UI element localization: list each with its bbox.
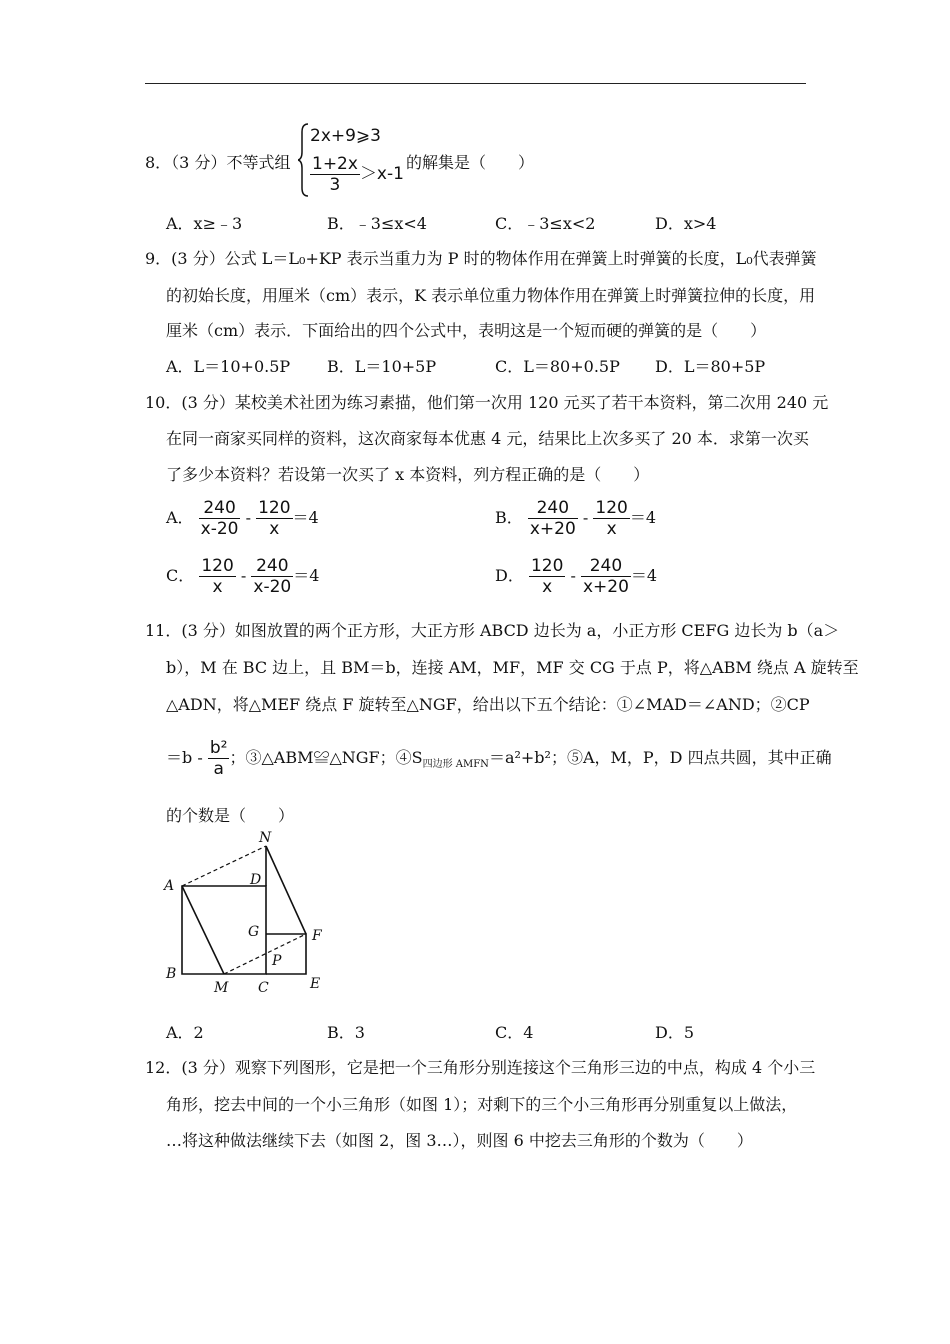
q8-ineq2-fraction: [310, 154, 360, 195]
label-g: G: [248, 924, 260, 940]
q10-line3: 了多少本资料？若设第一次买了 x 本资料，列方程正确的是（ ）: [166, 465, 650, 484]
q10-option-c: [166, 556, 319, 597]
label-p: P: [272, 953, 282, 969]
rhs: ＝4: [630, 566, 658, 585]
frac-num: b²: [209, 738, 228, 758]
q12-line2: 角形，挖去中间的一个小三角形（如图 1）；对剩下的三个小三角形再分别重复以上做法，: [166, 1095, 798, 1114]
q9-option-d: D．L＝80+5P: [655, 357, 766, 376]
label-f: F: [312, 928, 322, 944]
q8-inequality-system: [298, 122, 404, 198]
q11-geometry-figure: [160, 828, 340, 998]
q10-a-frac1: [199, 498, 241, 539]
q9-line3: 厘米（cm）表示．下面给出的四个公式中，表明这是一个短而硬的弹簧的是（ ）: [166, 321, 767, 340]
header-rule: [145, 83, 806, 84]
q11-option-d: D．5: [655, 1023, 695, 1042]
q10-line1: 10．(3 分）某校美术社团为练习素描，他们第一次用 120 元买了若干本资料，第二次用 240 元: [145, 393, 829, 412]
q12-line3: …将这种做法继续下去（如图 2，图 3…），则图 6 中挖去三角形的个数为（ ）: [166, 1131, 753, 1150]
frac-num: 240: [528, 498, 578, 519]
label-a: A: [164, 878, 175, 894]
frac-den: x: [606, 519, 617, 539]
q9-line2: 的初始长度，用厘米（cm）表示，K 表示单位重力物体作用在弹簧上时弹簧拉伸的长度，用: [166, 286, 816, 305]
q11-option-c: C．4: [495, 1023, 534, 1042]
q10-option-b-label: B．: [495, 508, 523, 527]
q8-prefix: 8．（3 分）不等式组: [145, 153, 291, 172]
q8-ineq1: 2x+9⩾3: [310, 126, 381, 146]
q10-option-a-label: A．: [166, 508, 194, 527]
q10-c-frac2: [251, 556, 293, 597]
rhs: ＝4: [293, 566, 320, 585]
frac-num: 240: [251, 556, 293, 577]
q8-ineq2-den: 3: [329, 175, 341, 195]
label-n: N: [259, 830, 272, 846]
dashed-mf: [224, 934, 306, 974]
frac-num: 240: [199, 498, 241, 519]
q10-option-c-label: C．: [166, 566, 195, 585]
frac-num: 120: [201, 556, 234, 576]
frac-num: 120: [595, 498, 628, 518]
q11-option-a: A．2: [166, 1023, 204, 1042]
q9-option-b: B．L＝10+5P: [327, 357, 437, 376]
minus-sign: -: [245, 508, 251, 527]
q11-line1: 11．(3 分）如图放置的两个正方形，大正方形 ABCD 边长为 a，小正方形 CEFG 边长为 b（a＞: [145, 621, 840, 640]
q10-d-frac2: [581, 556, 631, 597]
label-m: M: [214, 980, 229, 996]
q12-line1: 12．(3 分）观察下列图形，它是把一个三角形分别连接这个三角形三边的中点，构成 4 个小三: [145, 1058, 816, 1077]
q10-b-frac1: [528, 498, 578, 539]
frac-den: x: [212, 577, 223, 597]
q10-b-frac2: [593, 498, 629, 539]
minus-sign: -: [240, 566, 247, 585]
q11-line4-start: ＝b -: [166, 748, 203, 767]
frac-num: 120: [530, 556, 564, 576]
q11-line4-mid: ；③△ABM≌△NGF；④S: [229, 748, 423, 767]
frac-den: x+20: [582, 577, 629, 597]
q11-b2-over-a: [208, 738, 230, 779]
label-e: E: [310, 976, 321, 992]
frac-den: x: [269, 519, 280, 539]
q11-option-b: B．3: [327, 1023, 365, 1042]
q9-option-a: A．L＝10+0.5P: [166, 357, 291, 376]
q8-option-b: B．﹣3≤x<4: [327, 214, 427, 233]
frac-den: x: [542, 577, 553, 597]
frac-den: x-20: [253, 577, 292, 597]
frac-den: x-20: [200, 519, 239, 539]
q11-area-subscript: 四边形 AMFN: [422, 759, 489, 771]
segment-nf: [266, 846, 306, 934]
q10-option-d-label: D．: [495, 566, 524, 585]
minus-sign: -: [582, 508, 589, 527]
q10-option-a: [166, 498, 319, 539]
label-c: C: [258, 980, 269, 996]
minus-sign: -: [570, 566, 576, 585]
q8-option-a: A．x≥﹣3: [166, 214, 243, 233]
label-d: D: [250, 872, 262, 888]
q8-ineq2-num: 1+2x: [312, 154, 358, 174]
q11-line3: △ADN，将△MEF 绕点 F 旋转至△NGF，给出以下五个结论：①∠MAD＝∠AND；②CP: [166, 695, 810, 714]
q8-option-c: C．﹣3≤x<2: [495, 214, 596, 233]
frac-num: 240: [581, 556, 631, 577]
q8-option-d: D．x>4: [655, 214, 717, 233]
segment-am: [182, 886, 224, 974]
q10-line2: 在同一商家买同样的资料，这次商家每本优惠 4 元，结果比上次多买了 20 本．求第一次买: [166, 429, 809, 448]
q10-c-frac1: [199, 556, 235, 597]
q11-line4: [166, 738, 832, 779]
q10-option-b: [495, 498, 656, 539]
frac-num: 120: [258, 498, 291, 518]
q10-a-frac2: [256, 498, 292, 539]
q8-suffix: 的解集是（ ）: [406, 153, 535, 172]
q11-line4-end: ＝a²+b²；⑤A，M，P，D 四点共圆，其中正确: [488, 748, 832, 767]
rhs: ＝4: [292, 508, 319, 527]
q9-option-c: C．L＝80+0.5P: [495, 357, 620, 376]
q10-d-frac1: [529, 556, 565, 597]
rhs: ＝4: [629, 508, 657, 527]
frac-den: a: [213, 759, 224, 779]
label-b: B: [166, 966, 177, 982]
q8-ineq2-rest: ＞x-1: [359, 164, 404, 184]
brace-icon: [298, 122, 310, 198]
q11-line2: b），M 在 BC 边上，且 BM＝b，连接 AM，MF，MF 交 CG 于点 P，将△ABM 绕点 A 旋转至: [166, 658, 859, 677]
q11-line5: 的个数是（ ）: [166, 806, 295, 825]
q10-option-d: [495, 556, 657, 597]
q9-line1: 9．(3 分）公式 L＝L₀+KP 表示当重力为 P 时的物体作用在弹簧上时弹簧的长度，L₀代表弹簧: [145, 249, 817, 268]
frac-den: x+20: [529, 519, 576, 539]
